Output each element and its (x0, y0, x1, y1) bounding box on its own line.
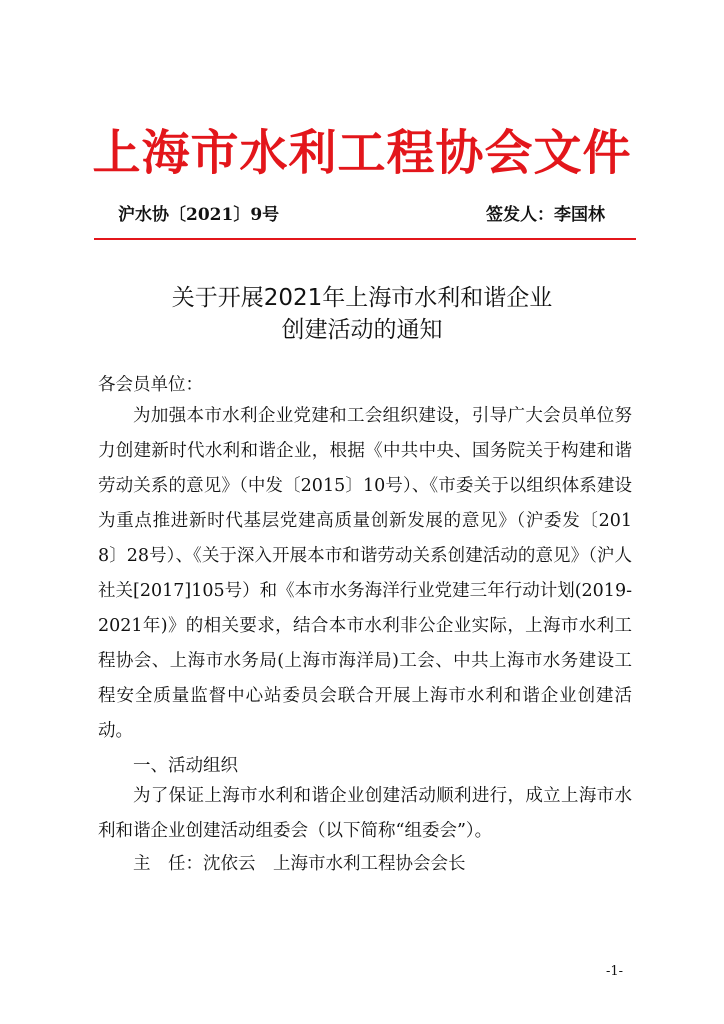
committee-chair-line: 主 任：沈依云 上海市水利工程协会会长 (133, 854, 466, 874)
header-red-divider (94, 238, 636, 240)
section-heading-activity-organization: 一、活动组织 (133, 756, 238, 776)
document-number: 沪水协〔2021〕9号 (118, 205, 280, 225)
body-paragraph-committee: 为了保证上海市水利和谐企业创建活动顺利进行，成立上海市水利和谐企业创建活动组委会（以下简称“组委会”）。 (98, 786, 632, 841)
notice-title-line-1: 关于开展2021年上海市水利和谐企业 (171, 285, 553, 311)
document-header-title: 上海市水利工程协会文件 (92, 125, 632, 181)
salutation: 各会员单位： (98, 375, 203, 395)
signer-line: 签发人：李国林 (486, 205, 605, 225)
notice-title-line-2: 创建活动的通知 (281, 317, 443, 343)
page-number: -1- (606, 964, 624, 979)
body-paragraph-intro: 为加强本市水利企业党建和工会组织建设，引导广大会员单位努力创建新时代水利和谐企业，根据《中共中央、国务院关于构建和谐劳动关系的意见》（中发〔2015〕10号）、《市委关于以组织体系建设为重点推进新时代基层党建高质量创新发展的意见》（沪委发〔2018〕28号）、《关于深入开展本市和谐劳动关系创建活动的意见》（沪人社关[2017]105号）和《本市水务海洋行业党建三年行动计划(2019-2021年)》的相关要求，结合本市水利非公企业实际，上海市水利工程协会、上海市水务局(上海市海洋局)工会、中共上海市水务建设工程安全质量监督中心站委员会联合开展上海市水利和谐企业创建活动。 (98, 406, 632, 741)
